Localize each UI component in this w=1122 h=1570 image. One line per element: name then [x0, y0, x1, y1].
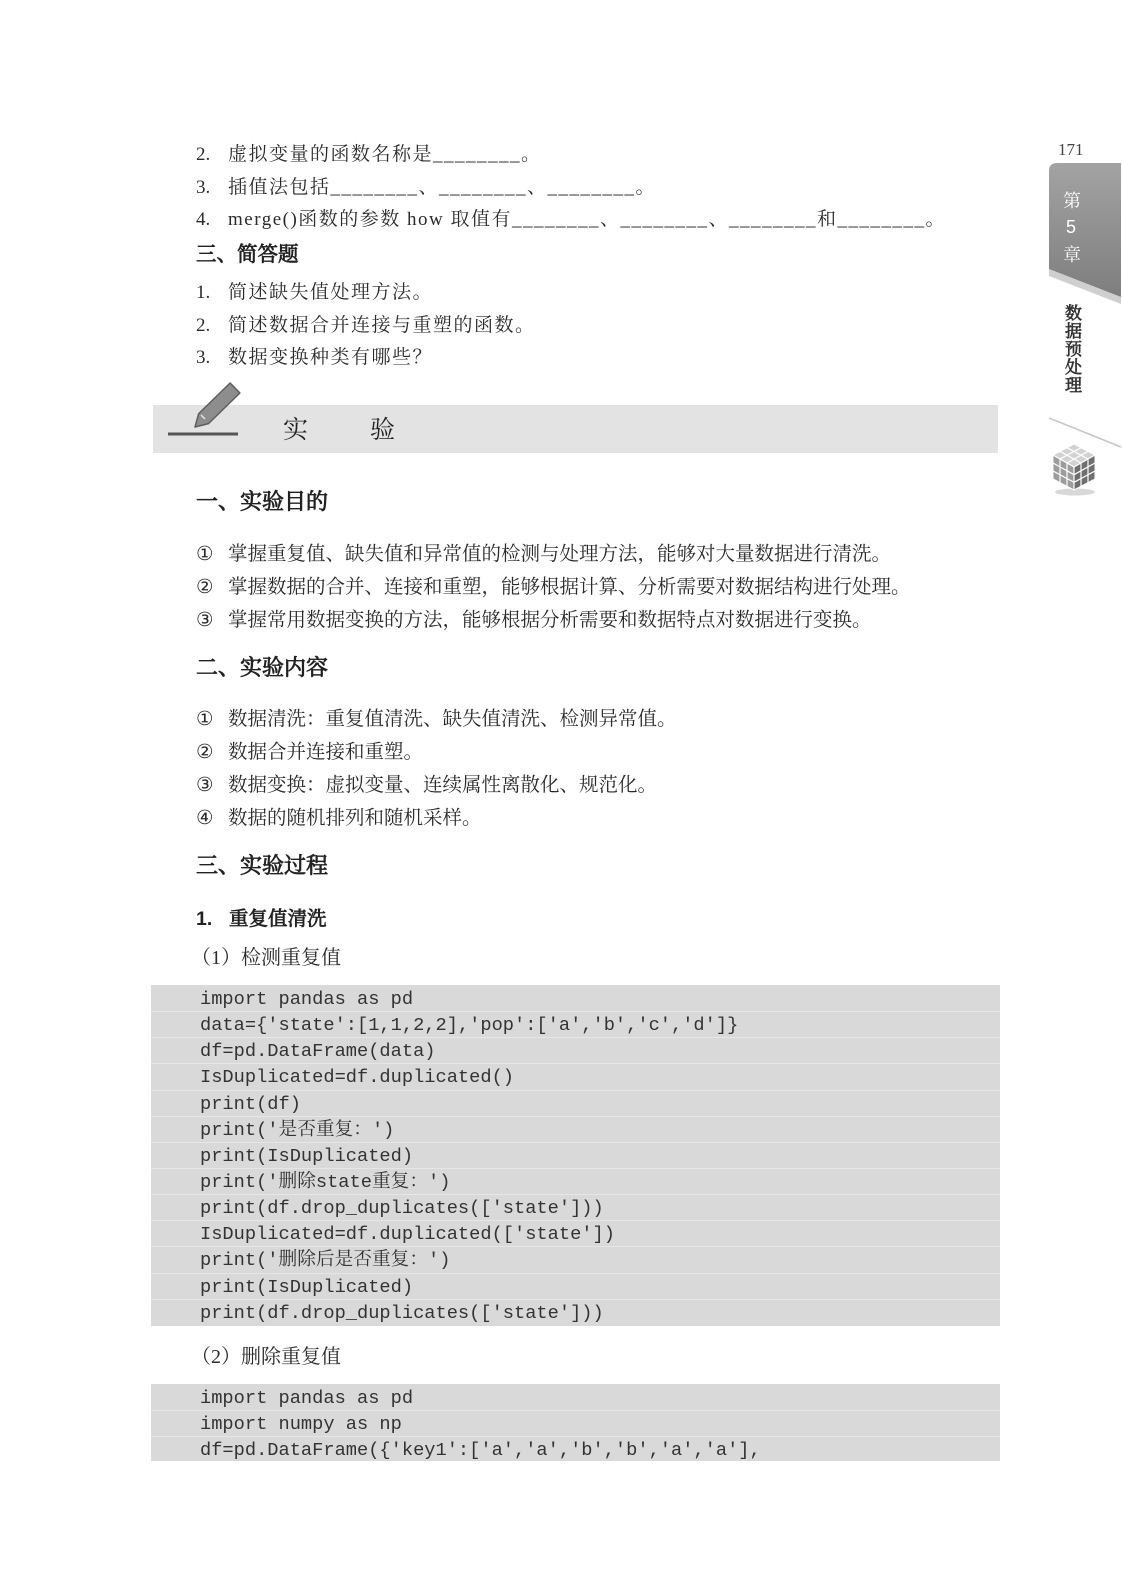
code-block [151, 985, 1000, 1326]
short-answer-question [196, 345, 433, 371]
fill-blank-question [196, 142, 542, 168]
question-number: 2. [196, 315, 211, 336]
list-item [196, 773, 657, 799]
step-title [196, 906, 327, 932]
lab-purpose-heading: 一、实验目的 [196, 489, 329, 514]
question-text: 简述缺失值处理方法。 [228, 282, 434, 303]
step-title-text: 重复值清洗 [229, 908, 327, 930]
list-text: 数据清洗：重复值清洗、缺失值清洗、检测异常值。 [228, 709, 677, 730]
list-item [196, 575, 911, 601]
fill-blank-question [196, 207, 946, 233]
list-text: 数据的随机排列和随机采样。 [228, 808, 482, 829]
list-marker: ④ [196, 808, 214, 829]
code-line: print(df) [151, 1091, 1000, 1117]
short-answer-question [196, 280, 433, 306]
code-line: print(IsDuplicated) [151, 1143, 1000, 1169]
list-text: 掌握常用数据变换的方法，能够根据分析需要和数据特点对数据进行变换。 [228, 610, 872, 631]
code-line: IsDuplicated=df.duplicated() [151, 1064, 1000, 1090]
list-text: 掌握数据的合并、连接和重塑，能够根据计算、分析需要对数据结构进行处理。 [228, 577, 911, 598]
lab-banner-title: 实 验 [283, 417, 400, 444]
lab-process-heading: 三、实验过程 [196, 853, 329, 878]
rubiks-cube-icon [1050, 441, 1098, 497]
list-marker: ③ [196, 610, 214, 631]
question-number: 4. [196, 209, 211, 230]
list-text: 掌握重复值、缺失值和异常值的检测与处理方法，能够对大量数据进行清洗。 [228, 544, 892, 565]
chapter-label: 第5章 [1061, 191, 1081, 271]
code-line: IsDuplicated=df.duplicated(['state']) [151, 1221, 1000, 1247]
list-item [196, 608, 872, 634]
list-text: 数据合并连接和重塑。 [228, 742, 424, 763]
code-line: import numpy as np [151, 1411, 1000, 1437]
list-item [196, 542, 891, 568]
lab-content-heading: 二、实验内容 [196, 655, 329, 680]
question-text: 简述数据合并连接与重塑的函数。 [228, 315, 536, 336]
code-line: df=pd.DataFrame({'key1':['a','a','b','b','a','a'], [151, 1437, 1000, 1461]
question-text: 插值法包括________、________、________。 [228, 177, 657, 198]
code-line: print(df.drop_duplicates(['state'])) [200, 1301, 604, 1324]
question-text: 虚拟变量的函数名称是________。 [228, 144, 542, 165]
step-number: 1. [196, 908, 213, 930]
code-line: print('删除后是否重复：') [151, 1247, 1000, 1273]
pencil-icon [165, 378, 245, 440]
short-answer-question [196, 313, 536, 339]
code-line: df=pd.DataFrame(data) [151, 1038, 1000, 1064]
question-text: 数据变换种类有哪些？ [228, 347, 434, 368]
list-marker: ① [196, 709, 214, 730]
code-line: print('删除state重复：') [151, 1169, 1000, 1195]
list-marker: ② [196, 742, 214, 763]
list-text: 数据变换：虚拟变量、连续属性离散化、规范化。 [228, 775, 658, 796]
list-item [196, 740, 423, 766]
list-marker: ③ [196, 775, 214, 796]
short-answer-heading: 三、简答题 [196, 243, 299, 266]
list-item [196, 806, 482, 832]
question-number: 3. [196, 177, 211, 198]
question-text: merge()函数的参数 how 取值有________、________、________和________。 [228, 209, 947, 230]
lab-banner [153, 405, 998, 453]
substep-label: （2）删除重复值 [191, 1346, 341, 1368]
code-line: print(IsDuplicated) [151, 1274, 1000, 1300]
code-line: print('是否重复：') [151, 1117, 1000, 1143]
code-line: data={'state':[1,1,2,2],'pop':['a','b','c','d']} [151, 1012, 1000, 1038]
code-line: import pandas as pd [151, 1385, 1000, 1411]
question-number: 1. [196, 282, 211, 303]
list-marker: ① [196, 544, 214, 565]
question-number: 3. [196, 347, 211, 368]
list-item [196, 707, 677, 733]
code-line: import pandas as pd [151, 986, 1000, 1012]
fill-blank-question [196, 175, 656, 201]
page-number: 171 [1058, 140, 1084, 159]
list-marker: ② [196, 577, 214, 598]
code-line: print(df.drop_duplicates(['state'])) [151, 1195, 1000, 1221]
section-title: 数据预处理 [1062, 304, 1081, 394]
question-number: 2. [196, 144, 211, 165]
substep-label: （1）检测重复值 [191, 947, 341, 969]
code-block [151, 1384, 1000, 1461]
